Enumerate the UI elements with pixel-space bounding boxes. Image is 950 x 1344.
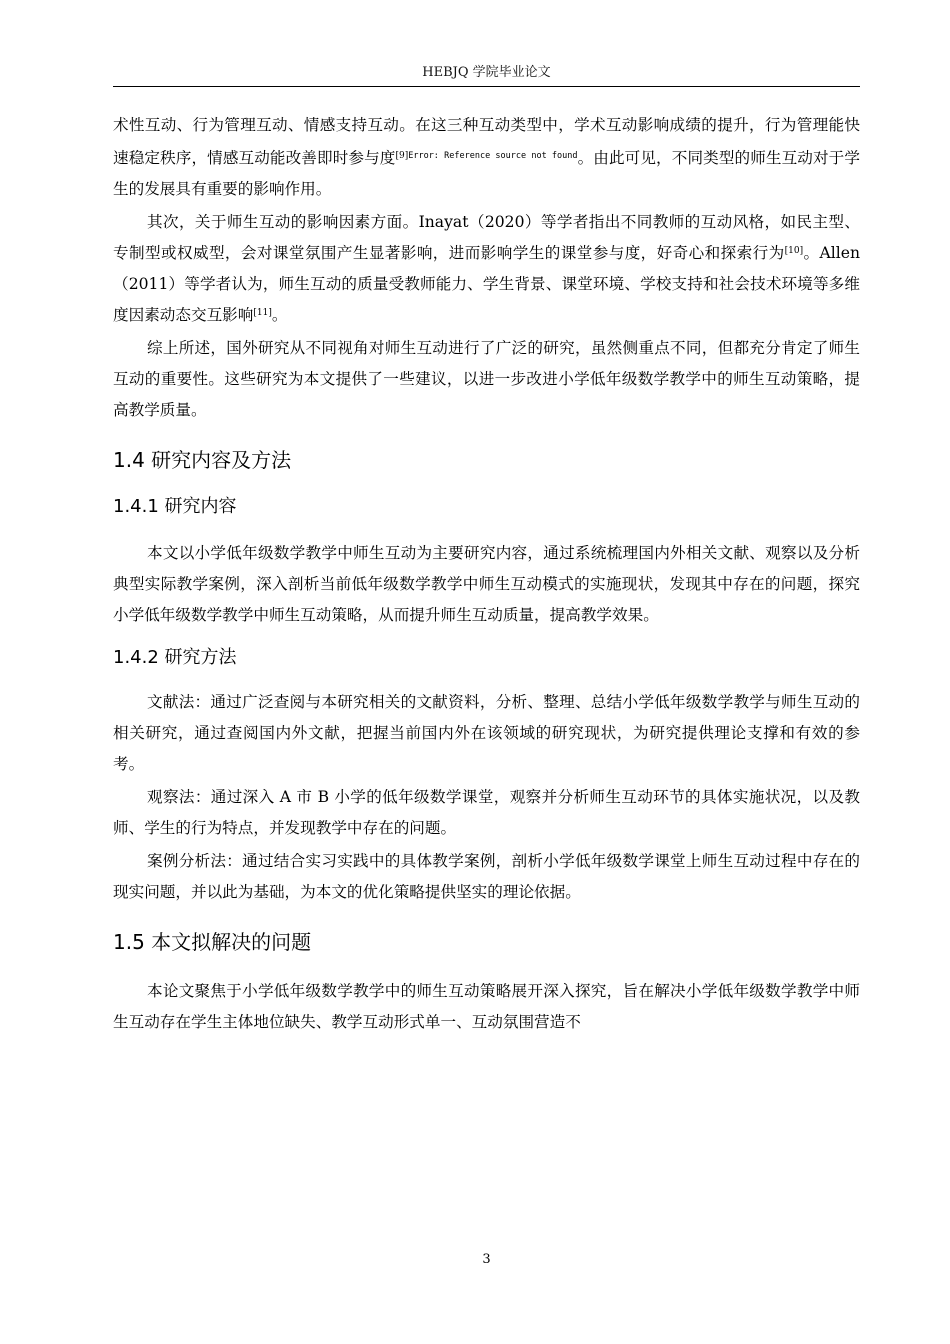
paragraph-research-content: 本文以小学低年级数学教学中师生互动为主要研究内容，通过系统梳理国内外相关文献、观察以及分析典型实际教学案例，深入剖析当前低年级数学教学中师生互动模式的实施现状，发现其中存在的问题，探究小学低年级数学教学中师生互动策略，从而提升师生互动质量，提高教学效果。 xyxy=(113,544,860,624)
paragraph-method-observation: 观察法：通过深入 A 市 B 小学的低年级数学课堂，观察并分析师生互动环节的具体实施状况，以及教师、学生的行为特点，并发现教学中存在的问题。 xyxy=(113,788,860,837)
citation: [11] xyxy=(253,308,272,318)
section-heading-1-5: 1.5 本文拟解决的问题 xyxy=(113,930,312,954)
paragraph-interaction-types xyxy=(113,110,860,205)
paragraph-method-literature: 文献法：通过广泛查阅与本研究相关的文献资料，分析、整理、总结小学低年级数学教学与师生互动的相关研究，通过查阅国内外文献，把握当前国内外在该领域的研究现状，为研究提供理论支撑和有效的参考。 xyxy=(113,693,860,773)
paragraph-text: 其次，关于师生互动的影响因素方面。Inayat（2020）等学者指出不同教师的互动风格，如民主型、专制型或权威型，会对课堂氛围产生显著影响，进而影响学生的课堂参与度，好奇心和探索行为 xyxy=(113,213,860,262)
section-heading-1-4-1: 1.4.1 研究内容 xyxy=(113,496,237,517)
paragraph-text: 。 xyxy=(271,306,288,324)
paragraph-text: 。Allen（2011）等学者认为，师生互动的质量受教师能力、学生背景、课堂环境、学校支持和社会技术环境等多维度因素动态交互影响 xyxy=(113,244,860,324)
citation: [9] xyxy=(395,151,409,161)
paragraph-method-case-analysis: 案例分析法：通过结合实习实践中的具体教学案例，剖析小学低年级数学课堂上师生互动过程中存在的现实问题，并以此为基础，为本文的优化策略提供坚实的理论依据。 xyxy=(113,852,860,901)
page-number: 3 xyxy=(482,1252,491,1267)
section-heading-1-4-2: 1.4.2 研究方法 xyxy=(113,647,237,668)
paragraph-text: 术性互动、行为管理互动、情感支持互动。在这三种互动类型中，学术互动影响成绩的提升，行为管理能快速稳定秩序，情感互动能改善即时参与度 xyxy=(113,116,860,167)
running-header: HEBJQ 学院毕业论文 xyxy=(422,65,551,80)
paragraph-text: 。由此可见，不同类型的师生互动对于学生的发展具有重要的影响作用。 xyxy=(113,149,860,198)
citation: [10] xyxy=(784,246,804,256)
paragraph-summary: 综上所述，国外研究从不同视角对师生互动进行了广泛的研究，虽然侧重点不同，但都充分肯定了师生互动的重要性。这些研究为本文提供了一些建议，以进一步改进小学低年级数学教学中的师生互动策略，提高教学质量。 xyxy=(113,339,860,419)
page-body xyxy=(113,110,860,1040)
paragraph-influence-factors xyxy=(113,207,860,331)
paragraph-problems: 本论文聚焦于小学低年级数学教学中的师生互动策略展开深入探究，旨在解决小学低年级数学教学中师生互动存在学生主体地位缺失、教学互动形式单一、互动氛围营造不 xyxy=(113,982,860,1031)
section-heading-1-4: 1.4 研究内容及方法 xyxy=(113,448,292,472)
reference-error: Error: Reference source not found xyxy=(408,151,578,161)
header-rule xyxy=(113,86,860,87)
